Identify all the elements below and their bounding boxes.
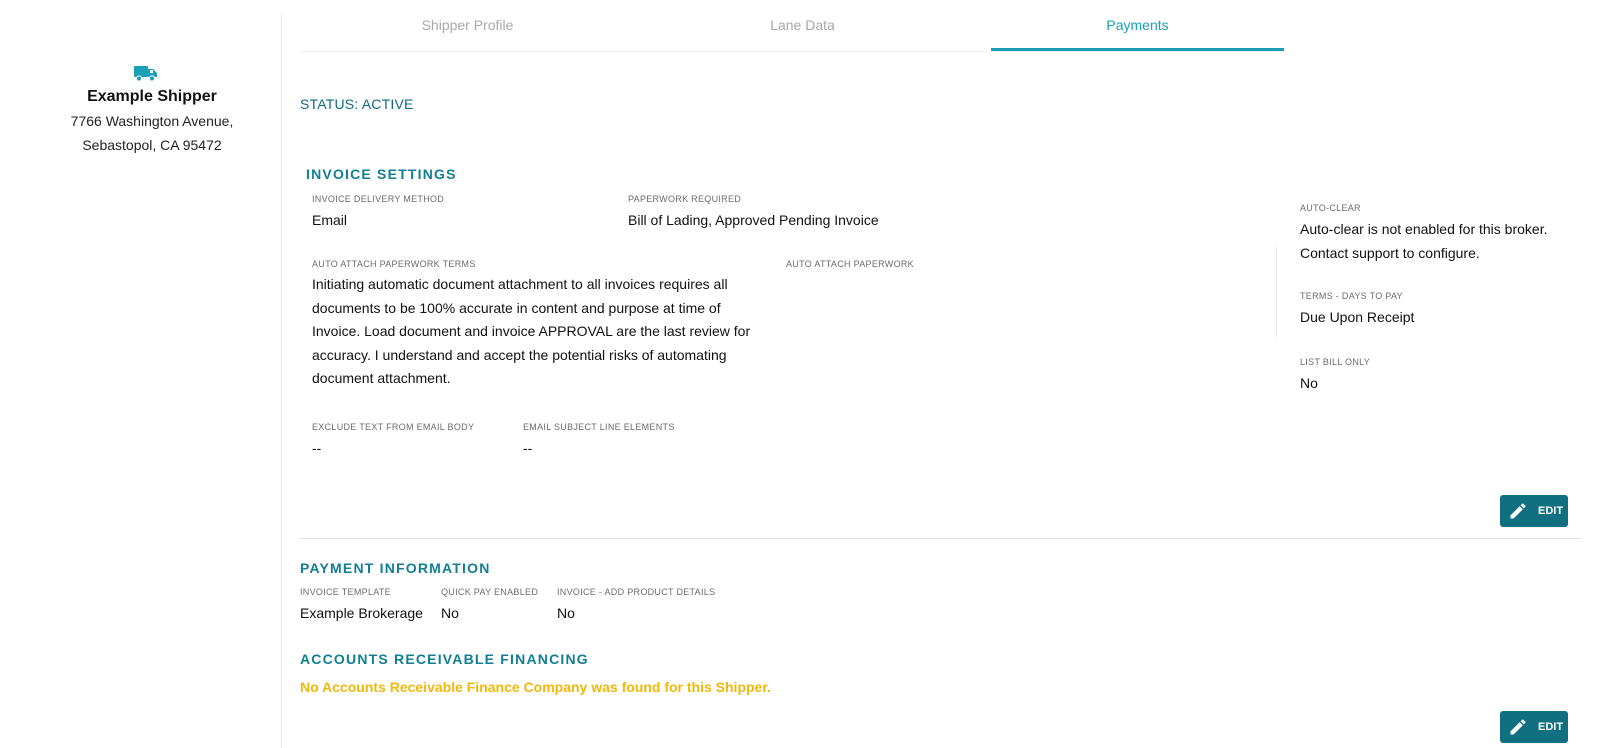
auto-clear-line1: Auto-clear is not enabled for this broker.: [1300, 221, 1548, 237]
paperwork-required-label: PAPERWORK REQUIRED: [628, 194, 742, 204]
auto-attach-paperwork-label: AUTO ATTACH PAPERWORK: [786, 259, 914, 269]
truck-icon: [134, 64, 158, 82]
terms-days-to-pay-value: Due Upon Receipt: [1300, 309, 1415, 325]
ar-financing-title: ACCOUNTS RECEIVABLE FINANCING: [300, 651, 589, 667]
tab-shipper-profile[interactable]: Shipper Profile: [421, 17, 514, 33]
product-details-label: INVOICE - ADD PRODUCT DETAILS: [557, 587, 716, 597]
quick-pay-value: No: [441, 605, 459, 621]
shipper-address-line1: 7766 Washington Avenue,: [70, 113, 234, 129]
tab-payments[interactable]: Payments: [1106, 17, 1169, 33]
email-subject-elements-label: EMAIL SUBJECT LINE ELEMENTS: [523, 422, 675, 432]
payment-information-title: PAYMENT INFORMATION: [300, 560, 491, 576]
active-tab-indicator: [991, 48, 1284, 51]
quick-pay-label: QUICK PAY ENABLED: [441, 587, 539, 597]
shipper-sidebar: [0, 0, 282, 748]
column-divider: [1276, 247, 1277, 337]
section-divider: [300, 538, 1582, 539]
list-bill-only-label: LIST BILL ONLY: [1300, 357, 1371, 367]
auto-attach-terms-label: AUTO ATTACH PAPERWORK TERMS: [312, 259, 476, 269]
tab-bar-baseline: [300, 51, 1284, 52]
paperwork-required-value: Bill of Lading, Approved Pending Invoice: [628, 212, 879, 228]
pencil-icon: [1508, 717, 1528, 737]
invoice-template-value: Example Brokerage: [300, 605, 423, 621]
edit-button-label: EDIT: [1538, 505, 1564, 517]
exclude-text-label: EXCLUDE TEXT FROM EMAIL BODY: [312, 422, 475, 432]
invoice-delivery-method-label: INVOICE DELIVERY METHOD: [312, 194, 445, 204]
ar-financing-warning: No Accounts Receivable Finance Company was found for this Shipper.: [300, 679, 771, 695]
exclude-text-value: --: [312, 440, 322, 456]
list-bill-only-value: No: [1300, 375, 1318, 391]
auto-clear-line2: Contact support to configure.: [1300, 245, 1480, 261]
invoice-delivery-method-value: Email: [312, 212, 348, 228]
shipper-name: Example Shipper: [87, 88, 217, 105]
invoice-settings-title: INVOICE SETTINGS: [306, 166, 457, 182]
edit-button-label: EDIT: [1538, 721, 1564, 733]
email-subject-elements-value: --: [523, 440, 533, 456]
auto-clear-label: AUTO-CLEAR: [1300, 203, 1361, 213]
tab-lane-data[interactable]: Lane Data: [770, 17, 835, 33]
terms-days-to-pay-label: TERMS - DAYS TO PAY: [1300, 291, 1403, 301]
status-badge: STATUS: ACTIVE: [300, 96, 414, 112]
auto-attach-terms-text: Initiating automatic document attachment to all invoices requires all documents to be 100% accurate in content and purpose at time of Invoice. Load document and invoice APPROVAL are the last review for accuracy. I understand and accept the potential risks of automating document attachment.: [312, 276, 751, 386]
edit-invoice-settings-button[interactable]: [1500, 495, 1568, 527]
product-details-value: No: [557, 605, 575, 621]
edit-ar-financing-button[interactable]: [1500, 711, 1568, 743]
shipper-address-line2: Sebastopol, CA 95472: [82, 137, 222, 153]
invoice-template-label: INVOICE TEMPLATE: [300, 587, 391, 597]
sidebar-divider: [281, 14, 282, 748]
pencil-icon: [1508, 501, 1528, 521]
